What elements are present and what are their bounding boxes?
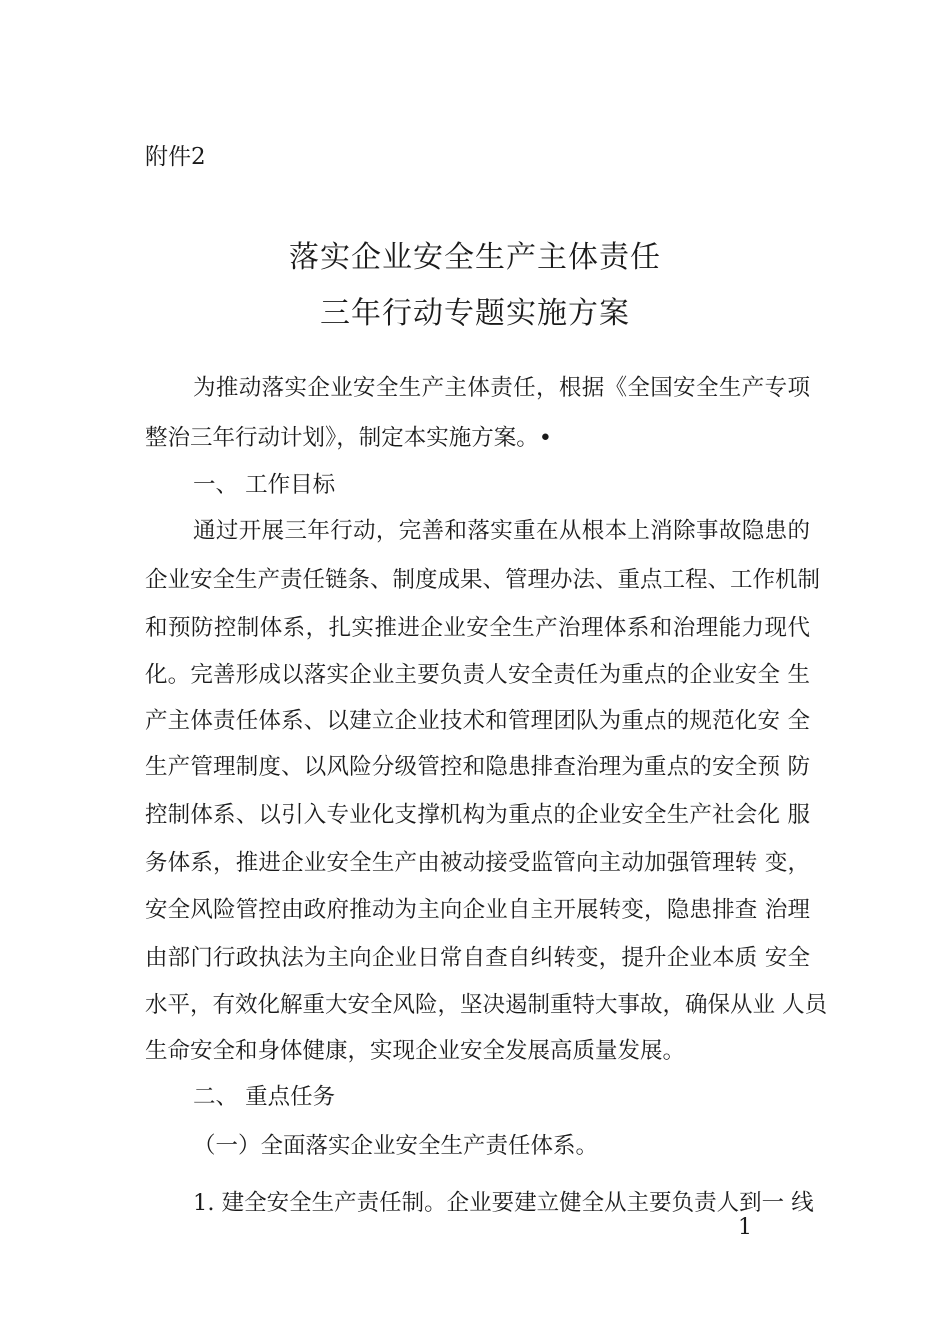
body-paragraph-line: 生产管理制度、以风险分级管控和隐患排查治理为重点的安全预 防 [145, 754, 810, 780]
page-number: 1 [738, 1215, 752, 1240]
body-paragraph-line: 务体系，推进企业安全生产由被动接受监管向主动加强管理转 变， [145, 850, 810, 876]
body-paragraph-line: 控制体系、以引入专业化支撑机构为重点的企业安全生产社会化 服 [145, 802, 810, 828]
document-title-line-2: 三年行动专题实施方案 [320, 296, 630, 331]
body-paragraph-line: 企业安全生产责任链条、制度成果、管理办法、重点工程、工作机制 [145, 567, 821, 593]
body-paragraph-line: 化。完善形成以落实企业主要负责人安全责任为重点的企业安全 生 [145, 662, 810, 688]
body-paragraph-line: 水平，有效化解重大安全风险，坚决遏制重特大事故，确保从业 人员 [145, 992, 828, 1018]
body-paragraph-line: 生命安全和身体健康，实现企业安全发展高质量发展。 [145, 1038, 686, 1064]
body-paragraph-line: 产主体责任体系、以建立企业技术和管理团队为重点的规范化安 全 [145, 708, 810, 734]
section-heading-tasks: 二、 重点任务 [193, 1084, 336, 1110]
document-title-line-1: 落实企业安全生产主体责任 [289, 240, 661, 275]
attachment-label: 附件2 [145, 144, 206, 170]
body-paragraph-line: 1. 建全安全生产责任制。企业要建立健全从主要负责人到一 线 [193, 1190, 814, 1216]
intro-paragraph-line: 为推动落实企业安全生产主体责任，根据《全国安全生产专项 [193, 375, 810, 401]
body-paragraph-line: 由部门行政执法为主向企业日常自查自纠转变，提升企业本质 安全 [145, 945, 810, 971]
body-paragraph-line: 和预防控制体系，扎实推进企业安全生产治理体系和治理能力现代 [145, 615, 810, 641]
section-heading-goals: 一、 工作目标 [193, 472, 336, 498]
body-paragraph-line: 通过开展三年行动，完善和落实重在从根本上消除事故隐患的 [193, 518, 810, 544]
intro-paragraph-line: 整治三年行动计划》，制定本实施方案。• [145, 425, 553, 451]
body-paragraph-line: 安全风险管控由政府推动为主向企业自主开展转变，隐患排查 治理 [145, 897, 810, 923]
subsection-heading: （一）全面落实企业安全生产责任体系。 [193, 1133, 599, 1159]
